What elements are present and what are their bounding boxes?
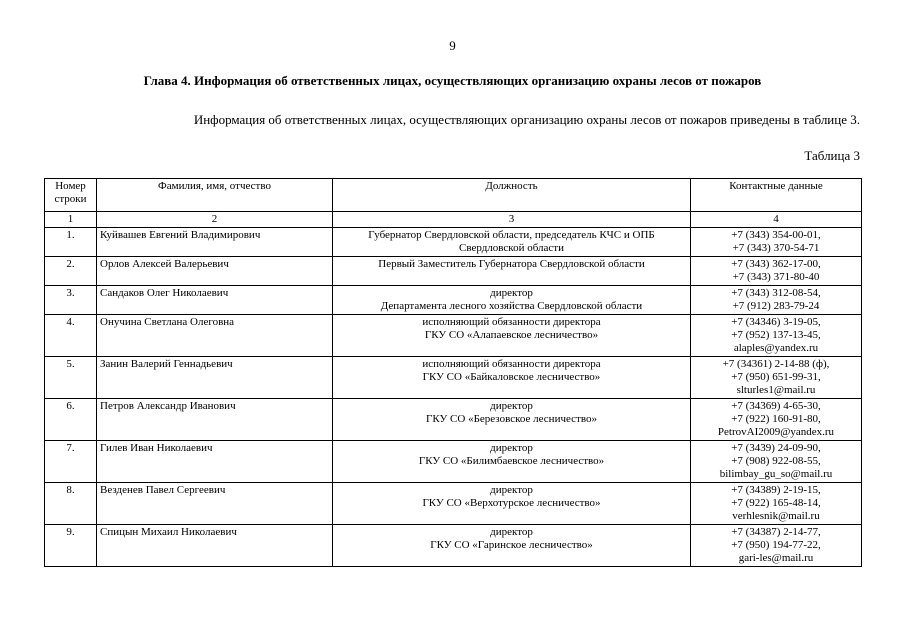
contacts-cell [691,525,862,567]
position-line: Губернатор Свердловской области, председатель КЧС и ОПБ [368,229,655,241]
contacts-cell [691,357,862,399]
table-row [45,315,862,357]
position-line: директор [490,287,533,299]
full-name-cell: Орлов Алексей Валерьевич [97,257,333,286]
contact-phone: +7 (343) 354-00-01, [731,229,821,241]
position-cell [333,315,691,357]
intro-paragraph: Информация об ответственных лицах, осуществляющих организацию охраны лесов от пожаров приведены в таблице 3. [193,112,860,127]
contacts-cell [691,399,862,441]
position-line: директор [490,526,533,538]
header-contacts: Контактные данные [691,179,862,212]
contact-phone: +7 (343) 371-80-40 [732,271,820,283]
position-line: директор [490,400,533,412]
contact-phone: +7 (343) 370-54-71 [732,242,820,254]
contacts-cell [691,315,862,357]
position-line: исполняющий обязанности директора [422,316,601,328]
row-number-cell: 4. [45,315,97,357]
position-cell [333,525,691,567]
full-name-cell: Сандаков Олег Николаевич [97,286,333,315]
table-row [45,441,862,483]
position-cell [333,399,691,441]
contact-phone: +7 (950) 651-99-31, [731,371,821,383]
position-line: ГКУ СО «Билимбаевское лесничество» [418,455,605,467]
header-full-name: Фамилия, имя, отчество [97,179,333,212]
row-number-cell: 6. [45,399,97,441]
contact-phone: +7 (912) 283-79-24 [732,300,820,312]
full-name-cell: Везденев Павел Сергеевич [97,483,333,525]
row-number-cell: 5. [45,357,97,399]
table-row [45,286,862,315]
contact-phone: +7 (34387) 2-14-77, [731,526,821,538]
contact-phone: +7 (952) 137-13-45, [731,329,821,341]
position-line: исполняющий обязанности директора [422,358,601,370]
position-cell [333,357,691,399]
position-line: Департамента лесного хозяйства Свердловской области [380,300,643,312]
contact-phone: +7 (34346) 3-19-05, [731,316,821,328]
contacts-cell [691,257,862,286]
contacts-cell [691,441,862,483]
position-line: ГКУ СО «Алапаевское лесничество» [424,329,599,341]
column-number: 2 [97,212,333,228]
contact-email: verhlesnik@mail.ru [732,510,820,522]
table-row [45,357,862,399]
responsible-persons-table [44,178,862,567]
contact-phone: +7 (343) 362-17-00, [731,258,821,270]
table-row [45,483,862,525]
position-line: ГКУ СО «Верхотурское лесничество» [422,497,601,509]
contact-phone: +7 (922) 165-48-14, [731,497,821,509]
row-number-cell: 8. [45,483,97,525]
table-row [45,257,862,286]
table-row [45,228,862,257]
contact-email: alaples@yandex.ru [733,342,819,354]
column-number: 4 [691,212,862,228]
header-row-number [45,179,97,212]
full-name-cell: Куйвашев Евгений Владимирович [97,228,333,257]
full-name-cell: Петров Александр Иванович [97,399,333,441]
row-number-cell: 3. [45,286,97,315]
table-row [45,399,862,441]
full-name-cell: Гилев Иван Николаевич [97,441,333,483]
position-line: директор [490,484,533,496]
page-number: 9 [449,38,456,53]
row-number-cell: 7. [45,441,97,483]
position-line: Свердловской области [459,242,564,254]
full-name-cell: Занин Валерий Геннадьевич [97,357,333,399]
table-header-row [45,179,862,212]
contact-phone: +7 (34369) 4-65-30, [731,400,821,412]
position-cell [333,286,691,315]
contact-phone: +7 (950) 194-77-22, [731,539,821,551]
contact-phone: +7 (908) 922-08-55, [731,455,821,467]
header-row-number-line2: строки [54,193,87,205]
position-line: Первый Заместитель Губернатора Свердловской области [378,258,645,270]
header-position: Должность [333,179,691,212]
contact-email: slturles1@mail.ru [736,384,816,396]
column-number: 3 [333,212,691,228]
column-numbers-row [45,212,862,228]
chapter-title: Глава 4. Информация об ответственных лицах, осуществляющих организацию охраны лесов от пожаров [143,73,762,88]
table-caption: Таблица 3 [804,148,860,163]
full-name-cell: Спицын Михаил Николаевич [97,525,333,567]
full-name-cell: Онучина Светлана Олеговна [97,315,333,357]
position-line: ГКУ СО «Байкаловское лесничество» [422,371,601,383]
contacts-cell [691,228,862,257]
position-line: ГКУ СО «Гаринское лесничество» [430,539,593,551]
contact-email: bilimbay_gu_so@mail.ru [719,468,833,480]
position-cell [333,257,691,286]
row-number-cell: 1. [45,228,97,257]
position-line: ГКУ СО «Березовское лесничество» [426,413,597,425]
position-cell [333,483,691,525]
contact-phone: +7 (343) 312-08-54, [731,287,821,299]
position-cell [333,228,691,257]
contact-phone: +7 (922) 160-91-80, [731,413,821,425]
contacts-cell [691,286,862,315]
row-number-cell: 2. [45,257,97,286]
position-cell [333,441,691,483]
contact-email: PetrovAI2009@yandex.ru [717,426,835,438]
contact-phone: +7 (3439) 24-09-90, [731,442,821,454]
position-line: директор [490,442,533,454]
column-number: 1 [45,212,97,228]
table-row [45,525,862,567]
row-number-cell: 9. [45,525,97,567]
contact-phone: +7 (34361) 2-14-88 (ф), [722,358,830,370]
contacts-cell [691,483,862,525]
contact-email: gari-les@mail.ru [738,552,814,564]
header-row-number-line1: Номер [55,180,86,192]
contact-phone: +7 (34389) 2-19-15, [731,484,821,496]
